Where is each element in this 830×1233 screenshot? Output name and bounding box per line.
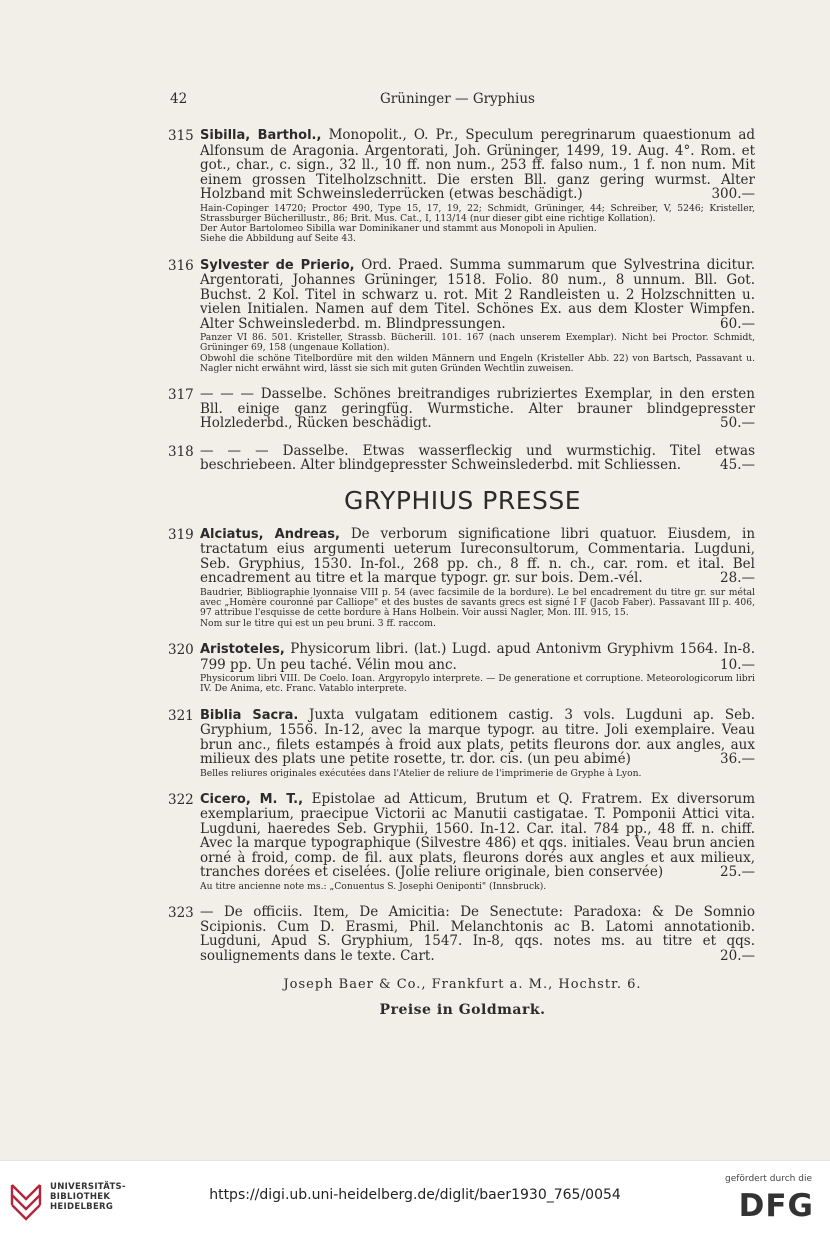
entry-price: 28.—: [720, 570, 755, 587]
firm-address: Joseph Baer & Co., Frankfurt a. M., Hochstr. 6.: [283, 977, 642, 993]
entry-notes: [200, 769, 755, 779]
running-title: Grüninger — Gryphius: [380, 91, 535, 107]
entry-notes: [200, 588, 755, 629]
entry-number: 321: [168, 707, 194, 724]
entry-author: Aristoteles,: [200, 642, 285, 658]
entry-price: 300.—: [711, 186, 755, 202]
dfg-logo[interactable]: DFG: [738, 1188, 814, 1224]
entry-price: 50.—: [720, 415, 755, 432]
entry-notes: [200, 882, 755, 892]
entry-note: Belles reliures originales exécutées dans l'Atelier de reliure de l'imprimerie de Gryphe à Lyon.: [200, 767, 642, 779]
entries: [170, 128, 755, 1018]
entry-description: De verborum significatione libri quatuor. Eiusdem, in tractatum eius argumenti ueterum Iureconsultorum, Commentaria. Lugduni, Seb. Gryphius, 1530. In-fol., 268 pp. ch., 8 ff. n. ch., car. rom. et ital. Bel encadrement au titre et la marque typogr. gr. sur bois. Dem.-vél.: [200, 525, 756, 587]
catalog-entry: [170, 527, 755, 629]
entry-note: Au titre ancienne note ms.: „Conuentus S. Josephi Oeniponti" (Innsbruck).: [200, 880, 547, 892]
entries-after: [170, 527, 755, 963]
entry-description: Epistolae ad Atticum, Brutum et Q. Fratrem. Ex diversorum exemplarium, praecipue Victorii ac Manutii castigatae. T. Pomponii Attici vita. Lugduni, haeredes Seb. Gryphii, 1560. In-12. Car. ital. 784 pp., 48 ff. n. chiff. Avec la marque typographique (Silvestre 486) et qqs. initiales. Veau brun ancien orné à froid, comp. de fil. aux plats, fleurons dorés aux angles et aux milieux, tranches dorées et ciselées. (Jolie reliure originale, bien conservée): [200, 790, 755, 881]
entry-number: 315: [168, 128, 194, 144]
entry-notes: [200, 674, 755, 695]
entry-description: — De officiis. Item, De Amicitia: De Senectute: Paradoxa: & De Somnio Scipionis. Cum D. Erasmi, Phil. Melanchtonis ac B. Latomi annotationib. Lugduni, Apud S. Gryphium, 1547. In-8, qqs. notes ms. au titre et qqs. soulignements dans le texte. Cart.: [200, 904, 755, 964]
catalog-entry: [170, 387, 755, 431]
entry-number: 322: [168, 791, 194, 808]
catalog-entry: [170, 708, 755, 779]
funding-caption: gefördert durch die: [725, 1174, 812, 1184]
catalog-entry: [170, 128, 755, 245]
entry-text: [200, 792, 755, 880]
entry-number: 318: [168, 443, 194, 460]
entry-note: Obwohl die schöne Titelbordüre mit den wilden Männern und Engeln (Kristeller Abb. 22) von Bartsch, Passavant u. Nagler nicht erwähnt wird, lässt sie sich mit guten Gründen Wechtlin zuweisen.: [200, 352, 755, 375]
entry-note: Panzer VI 86. 501. Kristeller, Strassb. Bücherill. 101. 167 (nach unserem Exemplar). Nicht bei Proctor. Schmidt, Grüninger 69, 158 (ungenaue Kollation).: [200, 332, 755, 354]
entry-description: Juxta vulgatam editionem castig. 3 vols. Lugduni ap. Seb. Gryphium, 1556. In-12, avec la marque typogr. au titre. Joli exemplaire. Veau brun anc., filets estampés à froid aux plats, petits fleurons dor. aux angles, aux milieux des plats une petite rosette, tr. dor. cis. (un peu abimé): [200, 706, 755, 768]
entry-number: 320: [168, 642, 194, 659]
entry-text: [200, 527, 755, 586]
library-line-3: HEIDELBERG: [50, 1202, 114, 1212]
entry-notes: [200, 204, 755, 245]
entries-before: [170, 128, 755, 473]
entry-number: 317: [168, 387, 194, 404]
entry-author: Alciatus, Andreas,: [200, 526, 340, 542]
entry-text: [200, 708, 755, 767]
entry-text: [200, 444, 755, 473]
catalog-entry: [170, 905, 755, 963]
entry-description: Monopolit., O. Pr., Speculum peregrinarum quaestionum ad Alfonsum de Aragonia. Argentorati, Joh. Grüninger, 1499, 19. Aug. 4°. Rom. et got., char., c. sign., 32 ll., 10 ff. non num., 253 ff. falso num., 1 f. non num. Mit einem grossen Titelholzschnitt. Die ersten Bll. ganz gering wurmst. Alter Holzband mit Schweinslederrücken (etwas beschädigt.): [200, 127, 756, 202]
page-header: [170, 91, 745, 109]
entry-author: Cicero, M. T.,: [200, 791, 304, 807]
entry-text: [200, 258, 755, 332]
entry-price: 45.—: [720, 457, 755, 474]
entry-description: Ord. Praed. Summa summarum que Sylvestrina dicitur. Argentorati, Johannes Grüninger, 1518. Folio. 80 num., 8 unnum. Bll. Got. Buchst. 2 Kol. Titel in schwarz u. rot. Mit 2 Randleisten u. 2 Holzschnitten u. vielen Initialen. Namen auf dem Titel. Schönes Ex. aus dem Kloster Wimpfen. Alter Schweinslederbd. m. Blindpressungen.: [200, 256, 756, 332]
entry-author: Sibilla, Barthol.,: [200, 128, 322, 143]
entry-author: Biblia Sacra.: [200, 707, 299, 723]
entry-number: 316: [168, 257, 194, 274]
catalog-entry: [170, 642, 755, 695]
entry-number: 319: [168, 526, 194, 543]
section-title: GRYPHIUS PRESSE: [343, 485, 582, 515]
prices-note: Preise in Goldmark.: [379, 1002, 546, 1019]
entry-price: 20.—: [720, 947, 755, 964]
entry-note: Der Autor Bartolomeo Sibilla war Dominikaner und stammt aus Monopoli in Apulien.: [200, 223, 597, 235]
entry-text: [200, 642, 755, 672]
entry-number: 323: [168, 905, 194, 922]
page-number: 42: [170, 91, 188, 107]
entry-note: Baudrier, Bibliographie lyonnaise VIII p. 54 (avec facsimile de la bordure). Le bel encadrement du titre gr. sur métal avec „Homère couronné par Calliope" et des bustes de savants grecs est signé I F (Jacob Faber). Passavant III p. 406, 97 attribue l'esquisse de cette bordure à Hans Holbein. Voir aussi Nagler, Mon. III. 915, 15.: [200, 586, 755, 619]
entry-description: — — — Dasselbe. Etwas wasserfleckig und wurmstichig. Titel etwas beschriebeen. Alter blindgepresster Schweinslederbd. mit Schliessen.: [200, 442, 755, 474]
entry-price: 36.—: [720, 751, 755, 768]
viewer-bottom-bar: [0, 1160, 830, 1233]
entry-note: Physicorum libri VIII. De Coelo. Ioan. Argyropylo interprete. — De generatione et corruptione. Meteorologicorum libri IV. De Anima, etc. Franc. Vatablo interprete.: [200, 673, 755, 695]
entry-text: [200, 387, 755, 431]
permalink-url[interactable]: https://digi.ub.uni-heidelberg.de/diglit/baer1930_765/0054: [209, 1187, 621, 1203]
entry-text: [200, 905, 755, 963]
library-line-2: BIBLIOTHEK: [50, 1192, 111, 1202]
entry-note: Siehe die Abbildung auf Seite 43.: [200, 233, 356, 245]
entry-notes: [200, 333, 755, 374]
catalog-entry: [170, 792, 755, 892]
catalog-entry: [170, 444, 755, 473]
entry-author: Sylvester de Prierio,: [200, 257, 355, 273]
entry-price: 25.—: [720, 864, 755, 881]
entry-description: — — — Dasselbe. Schönes breitrandiges rubriziertes Exemplar, in den ersten Bll. einige ganz geringfüg. Wurmstiche. Alter brauner blindgepresster Holzlederbd., Rücken beschädigt.: [200, 386, 755, 432]
catalog-entry: [170, 258, 755, 375]
entry-note: Nom sur le titre qui est un peu bruni. 3 ff. raccom.: [200, 617, 436, 629]
entry-price: 10.—: [720, 656, 755, 673]
entry-description: Physicorum libri. (lat.) Lugd. apud Antonivm Gryphivm 1564. In-8. 799 pp. Un peu taché. Vélin mou anc.: [200, 641, 755, 673]
entry-note: Hain-Copinger 14720; Proctor 490, Type 15, 17, 19, 22; Schmidt, Grüninger, 44; Schreiber, V, 5246; Kristeller, Strassburger Bücherillustr., 86; Brit. Mus. Cat., I, 113/14 (nur dieser gibt eine richtige Kollation).: [200, 202, 755, 224]
library-line-1: UNIVERSITÄTS-: [50, 1182, 126, 1192]
entry-text: [200, 128, 755, 202]
entry-price: 60.—: [720, 315, 755, 332]
